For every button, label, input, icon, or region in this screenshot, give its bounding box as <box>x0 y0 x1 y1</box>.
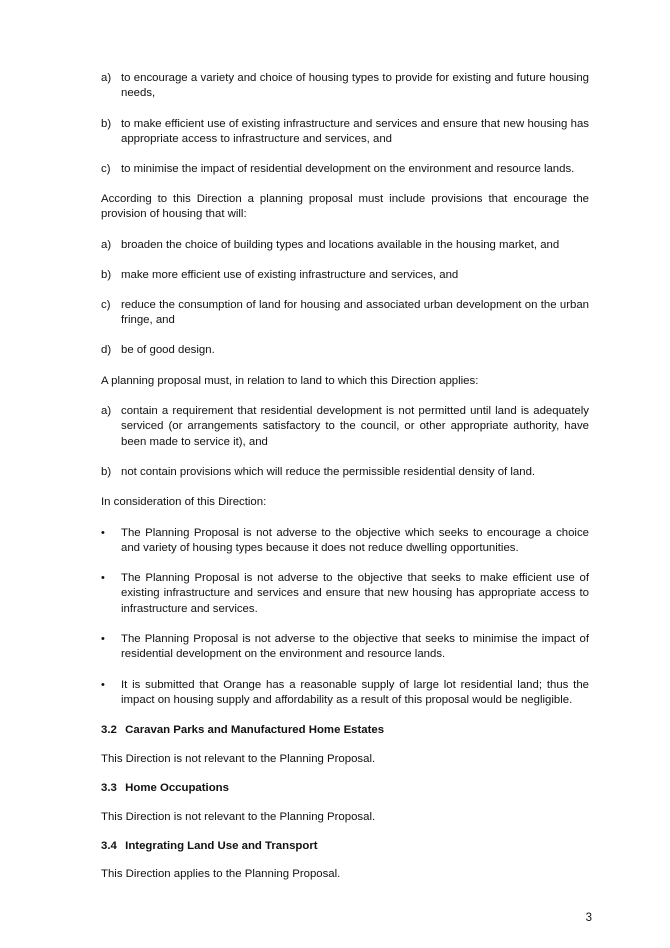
section-number: 3.4 <box>101 840 117 852</box>
paragraph-according: According to this Direction a planning proposal must include provisions that encourage the provision of housing that will: <box>101 193 589 221</box>
section-number: 3.3 <box>101 782 117 794</box>
section-title: Integrating Land Use and Transport <box>125 840 318 852</box>
list-marker: b) <box>101 269 112 281</box>
list-item-text: not contain provisions which will reduce the permissible residential density of land. <box>121 466 536 478</box>
list-marker: a) <box>101 239 112 251</box>
list-item-text: to make efficient use of existing infrastructure and services and ensure that new housing has appropriate access to infrastructure and services, and <box>121 118 589 146</box>
section-body: This Direction is not relevant to the Planning Proposal. <box>101 753 376 765</box>
list-item-text: to minimise the impact of residential development on the environment and resource lands. <box>121 163 575 175</box>
section-number: 3.2 <box>101 724 117 736</box>
requirement-item <box>101 465 589 480</box>
section-title: Caravan Parks and Manufactured Home Estates <box>125 724 385 736</box>
list-item-text: contain a requirement that residential development is not permitted until land is adequately serviced (or arrangements satisfactory to the council, or other appropriate authority, have been made to service it), and <box>121 405 589 448</box>
list-marker: a) <box>101 405 112 417</box>
bullet-icon: • <box>101 572 105 584</box>
bullet-icon: • <box>101 633 105 645</box>
bullet-icon: • <box>101 679 105 691</box>
page-number: 3 <box>585 912 592 924</box>
list-item-text: to encourage a variety and choice of housing types to provide for existing and future housing needs, <box>121 72 589 100</box>
list-item-text: The Planning Proposal is not adverse to the objective which seeks to encourage a choice and variety of housing types because it does not reduce dwelling opportunities. <box>121 527 589 555</box>
section-body: This Direction applies to the Planning Proposal. <box>101 868 341 880</box>
consideration-item <box>101 632 589 663</box>
list-item-text: reduce the consumption of land for housing and associated urban development on the urban fringe, and <box>121 299 589 327</box>
section-heading <box>101 723 589 738</box>
list-item-text: The Planning Proposal is not adverse to the objective that seeks to minimise the impact of residential development on the environment and resource lands. <box>121 633 589 661</box>
list-item-text: It is submitted that Orange has a reasonable supply of large lot residential land; thus the impact on housing supply and affordability as a result of this proposal would be negligible. <box>121 679 589 707</box>
provision-item <box>101 238 589 253</box>
section-title: Home Occupations <box>125 782 229 794</box>
list-marker: d) <box>101 344 112 356</box>
requirement-item <box>101 404 589 450</box>
consideration-item <box>101 571 589 617</box>
list-marker: c) <box>101 299 111 311</box>
list-item-text: broaden the choice of building types and locations available in the housing market, and <box>121 239 560 251</box>
list-marker: b) <box>101 118 112 130</box>
provision-item <box>101 343 589 358</box>
list-marker: c) <box>101 163 111 175</box>
section-body: This Direction is not relevant to the Planning Proposal. <box>101 811 376 823</box>
paragraph-must: A planning proposal must, in relation to land to which this Direction applies: <box>101 375 479 387</box>
objective-item <box>101 71 589 102</box>
list-item-text: make more efficient use of existing infrastructure and services, and <box>121 269 459 281</box>
list-marker: b) <box>101 466 112 478</box>
list-item-text: be of good design. <box>121 344 215 356</box>
bullet-icon: • <box>101 527 105 539</box>
consideration-item <box>101 526 589 557</box>
consideration-item <box>101 678 589 709</box>
section-heading <box>101 781 589 796</box>
objective-item <box>101 162 589 177</box>
list-marker: a) <box>101 72 112 84</box>
section-heading <box>101 839 589 854</box>
list-item-text: The Planning Proposal is not adverse to the objective that seeks to make efficient use of existing infrastructure and services and ensure that new housing has appropriate access to infrastructure and services. <box>121 572 589 615</box>
objective-item <box>101 117 589 148</box>
paragraph-consideration: In consideration of this Direction: <box>101 496 267 508</box>
provision-item <box>101 298 589 329</box>
provision-item <box>101 268 589 283</box>
